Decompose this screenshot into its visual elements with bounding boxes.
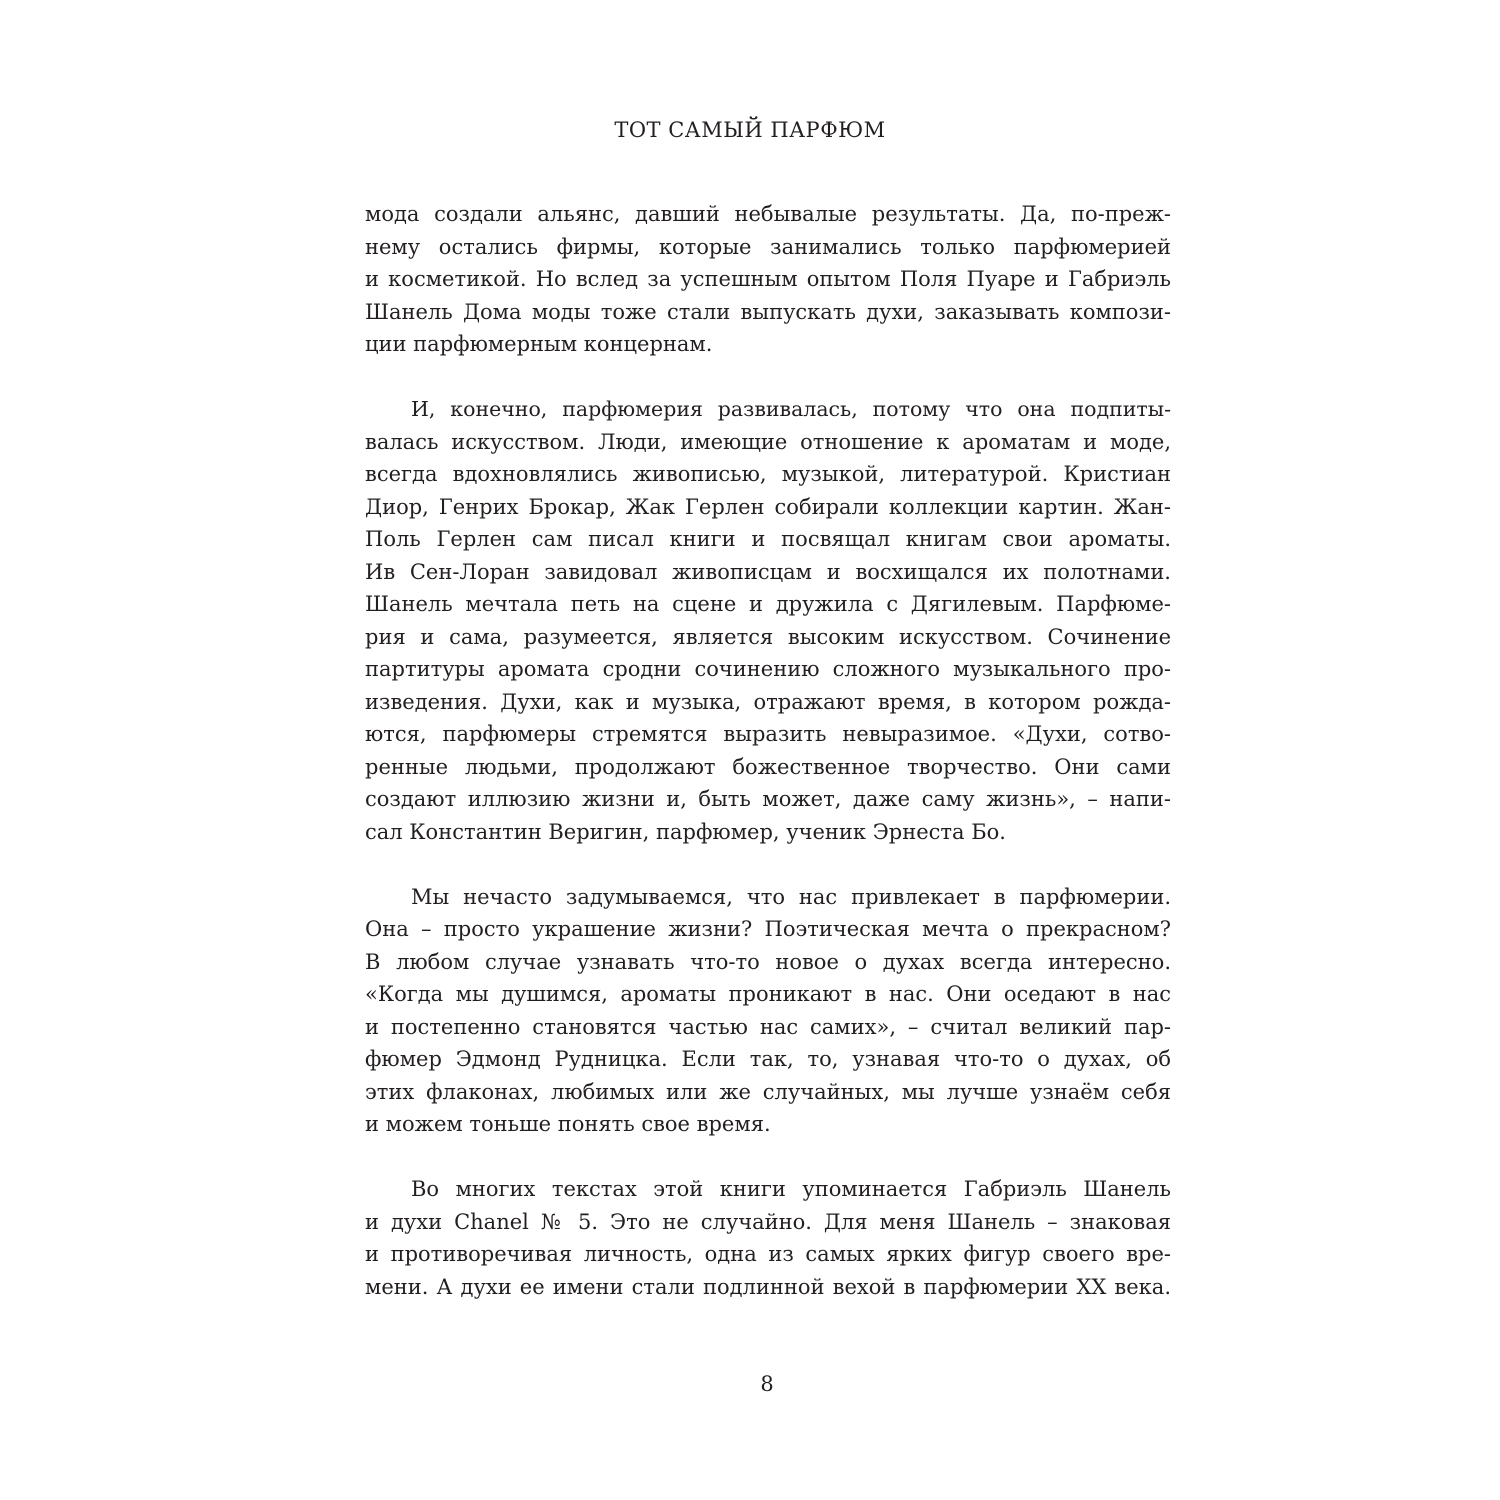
text-line: «Когда мы душимся, ароматы проникают в нас. Они оседают в нас [365,982,1171,1006]
page-number: 8 [760,1372,774,1396]
paragraph-gap [365,361,1171,394]
text-line: и противоречивая личность, одна из самых ярких фигур своего вре- [365,1242,1171,1266]
paragraph-3 [365,881,1171,1141]
text-line: В любом случае узнавать что-то новое о духах всегда интересно. [365,949,1171,974]
text-line: И, конечно, парфюмерия развивалась, потому что она подпиты- [411,397,1171,421]
text-line: ются, парфюмеры стремятся выразить невыразимое. «Духи, сотво- [365,722,1171,746]
text-line: рия и сама, разумеется, является высоким искусством. Сочинение [365,624,1171,649]
text-line: этих флаконах, любимых или же случайных, мы лучше узнаём себя [365,1079,1171,1104]
text-line: и косметикой. Но вслед за успешным опытом Поля Пуаре и Габриэль [365,267,1171,291]
text-line: и можем тоньше понять свое время. [365,1112,771,1136]
text-line: ренные людьми, продолжают божественное творчество. Они сами [365,754,1171,779]
text-line: Ив Сен-Лоран завидовал живописцам и восхищался их полотнами. [365,559,1171,584]
running-head: ТОТ САМЫЙ ПАРФЮМ [614,118,886,142]
paragraph-4 [365,1173,1171,1303]
text-line: Шанель Дома моды тоже стали выпускать духи, заказывать компози- [365,299,1171,324]
text-line: Во многих текстах этой книги упоминается Габриэль Шанель [411,1177,1171,1201]
text-line: партитуры аромата сродни сочинению сложного музыкального про- [365,657,1171,681]
paragraph-gap [365,848,1171,881]
text-line: мода создали альянс, давший небывалые результаты. Да, по-преж- [365,202,1171,226]
text-line: изведения. Духи, как и музыка, отражают время, в котором рожда- [365,689,1171,714]
text-line: валась искусством. Люди, имеющие отношение к ароматам и моде, [365,429,1171,454]
text-line: и постепенно становятся частью нас самих», – считал великий пар- [365,1014,1171,1039]
paragraph-gap [365,1141,1171,1174]
text-line: Она – просто украшение жизни? Поэтическая мечта о прекрасном? [365,917,1171,941]
text-line: сал Константин Веригин, парфюмер, ученик Эрнеста Бо. [365,819,1006,844]
text-line: Диор, Генрих Брокар, Жак Герлен собирали коллекции картин. Жан- [365,494,1171,519]
body-text [365,198,1171,1303]
text-line: Мы нечасто задумываемся, что нас привлекает в парфюмерии. [411,884,1171,909]
text-line: Шанель мечтала петь на сцене и дружила с Дягилевым. Парфюме- [365,592,1171,616]
text-line: и духи Chanel № 5. Это не случайно. Для меня Шанель – знаковая [365,1209,1171,1234]
text-line: создают иллюзию жизни и, быть может, даже саму жизнь», – напи- [365,787,1171,811]
text-line: нему остались фирмы, которые занимались только парфюмерией [365,234,1171,259]
paragraph-1 [365,198,1171,361]
text-line: всегда вдохновлялись живописью, музыкой, литературой. Кристиан [365,462,1171,486]
text-line: мени. А духи ее имени стали подлинной вехой в парфюмерии XX века. [365,1274,1171,1299]
text-line: ции парфюмерным концернам. [365,332,713,356]
text-line: Поль Герлен сам писал книги и посвящал книгам свои ароматы. [365,527,1171,551]
paragraph-2 [365,393,1171,848]
text-line: фюмер Эдмонд Рудницка. Если так, то, узнавая что-то о духах, об [365,1047,1171,1071]
